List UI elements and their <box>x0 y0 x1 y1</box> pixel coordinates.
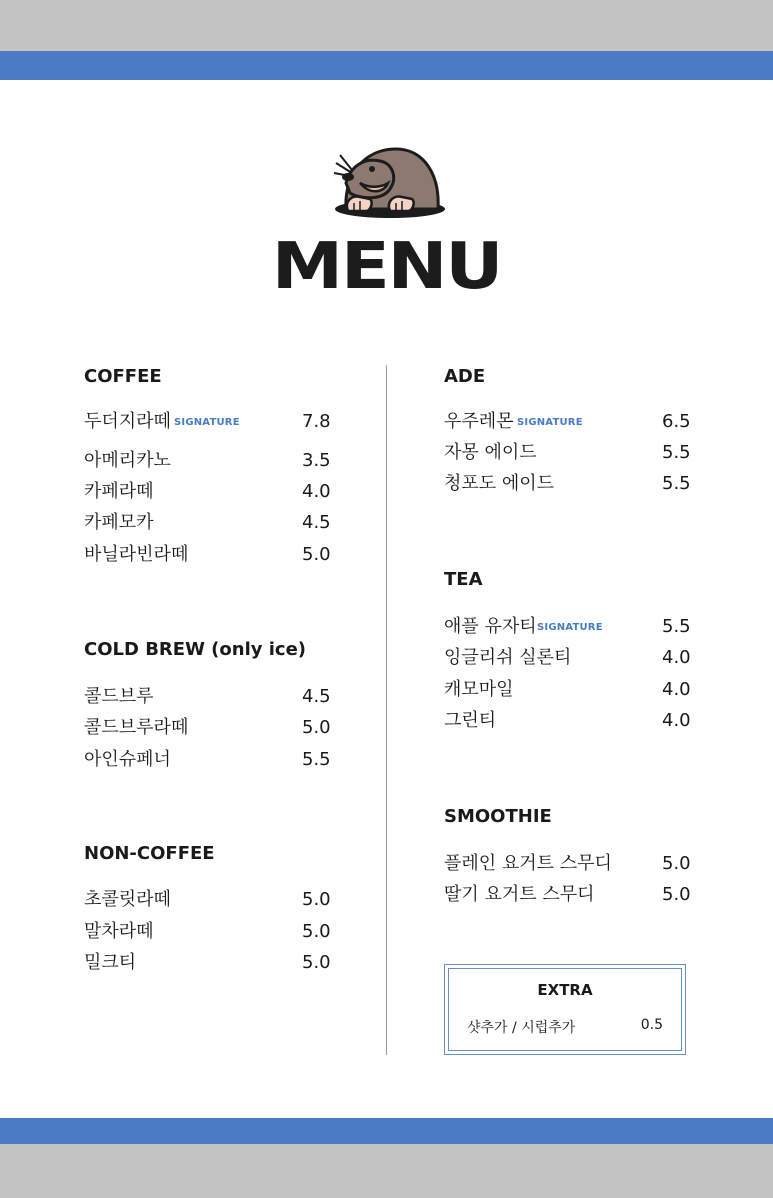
menu-item <box>444 646 702 670</box>
signature-badge: SIGNATURE <box>174 417 240 428</box>
menu-item-price: 5.0 <box>302 952 331 973</box>
menu-item <box>444 441 702 465</box>
section-title-cold-brew-only-ice: COLD BREW (only ice) <box>84 639 307 660</box>
top-blue-band <box>0 51 773 80</box>
extra-item-price: 0.5 <box>640 1017 663 1033</box>
menu-item <box>84 685 342 709</box>
menu-item-price: 5.5 <box>662 616 691 637</box>
bottom-gray-band <box>0 1144 773 1198</box>
menu-item <box>84 920 342 944</box>
menu-item <box>84 888 342 912</box>
menu-item <box>444 709 702 733</box>
menu-item <box>444 472 702 496</box>
menu-item-name: 잉글리쉬 실론티 <box>444 647 572 668</box>
section-title-smoothie: SMOOTHIE <box>444 806 552 827</box>
menu-item-price: 4.5 <box>302 512 331 533</box>
menu-item-price: 6.5 <box>662 411 691 432</box>
menu-item-name: 애플 유자티 <box>444 616 537 637</box>
menu-item-name: 자몽 에이드 <box>444 442 537 463</box>
menu-item-name: 초콜릿라떼 <box>84 889 171 910</box>
menu-item-name: 콜드브루 <box>84 686 154 707</box>
menu-item <box>444 883 702 907</box>
menu-item <box>84 951 342 975</box>
menu-item-price: 5.0 <box>302 921 331 942</box>
section-title-non-coffee: NON-COFFEE <box>84 843 215 864</box>
menu-item <box>444 615 702 639</box>
menu-item <box>84 410 342 434</box>
menu-item-name: 밀크티 <box>84 952 137 973</box>
section-title-coffee: COFFEE <box>84 366 162 387</box>
menu-item-name: 바닐라빈라떼 <box>84 544 189 565</box>
menu-item-name: 카페모카 <box>84 512 154 533</box>
menu-item <box>84 716 342 740</box>
menu-item-name: 두더지라떼 <box>84 411 171 432</box>
menu-title: MENU <box>271 230 502 304</box>
menu-item-price: 4.0 <box>662 679 691 700</box>
menu-item-price: 7.8 <box>302 411 331 432</box>
menu-item <box>84 748 342 772</box>
menu-item-name: 딸기 요거트 스무디 <box>444 884 595 905</box>
menu-item-price: 4.0 <box>662 710 691 731</box>
menu-item-price: 5.0 <box>302 889 331 910</box>
menu-item <box>444 678 702 702</box>
menu-item-name: 캐모마일 <box>444 679 514 700</box>
menu-item-name: 그린티 <box>444 710 497 731</box>
menu-item-price: 5.5 <box>302 749 331 770</box>
menu-item <box>84 480 342 504</box>
menu-item-name: 아메리카노 <box>84 450 171 471</box>
menu-item <box>444 852 702 876</box>
menu-item-price: 5.0 <box>302 717 331 738</box>
menu-item-price: 4.0 <box>662 647 691 668</box>
extra-title: EXTRA <box>537 981 593 999</box>
menu-item-price: 5.0 <box>302 544 331 565</box>
menu-item-price: 5.5 <box>662 442 691 463</box>
menu-item-name: 말차라떼 <box>84 921 154 942</box>
column-divider <box>386 365 387 1055</box>
mole-mascot-icon <box>330 143 448 221</box>
extra-item-name: 샷추가 / 시럽추가 <box>467 1020 576 1036</box>
menu-item <box>84 511 342 535</box>
signature-badge: SIGNATURE <box>537 622 603 633</box>
section-title-tea: TEA <box>444 569 483 590</box>
section-title-ade: ADE <box>444 366 486 387</box>
menu-item-name: 청포도 에이드 <box>444 473 555 494</box>
menu-item-name: 우주레몬 <box>444 411 514 432</box>
menu-item-price: 5.5 <box>662 473 691 494</box>
signature-badge: SIGNATURE <box>517 417 583 428</box>
menu-item-price: 5.0 <box>662 884 691 905</box>
menu-item-price: 3.5 <box>302 450 331 471</box>
menu-item-name: 아인슈페너 <box>84 749 171 770</box>
menu-item-name: 플레인 요거트 스무디 <box>444 853 612 874</box>
menu-item-price: 4.5 <box>302 686 331 707</box>
menu-item <box>444 410 702 434</box>
menu-item <box>84 543 342 567</box>
menu-item-name: 콜드브루라떼 <box>84 717 189 738</box>
menu-item <box>84 449 342 473</box>
menu-item-price: 5.0 <box>662 853 691 874</box>
menu-item-name: 카페라떼 <box>84 481 154 502</box>
extra-box <box>444 964 686 1055</box>
top-gray-band <box>0 0 773 51</box>
menu-item-price: 4.0 <box>302 481 331 502</box>
bottom-blue-band <box>0 1118 773 1144</box>
